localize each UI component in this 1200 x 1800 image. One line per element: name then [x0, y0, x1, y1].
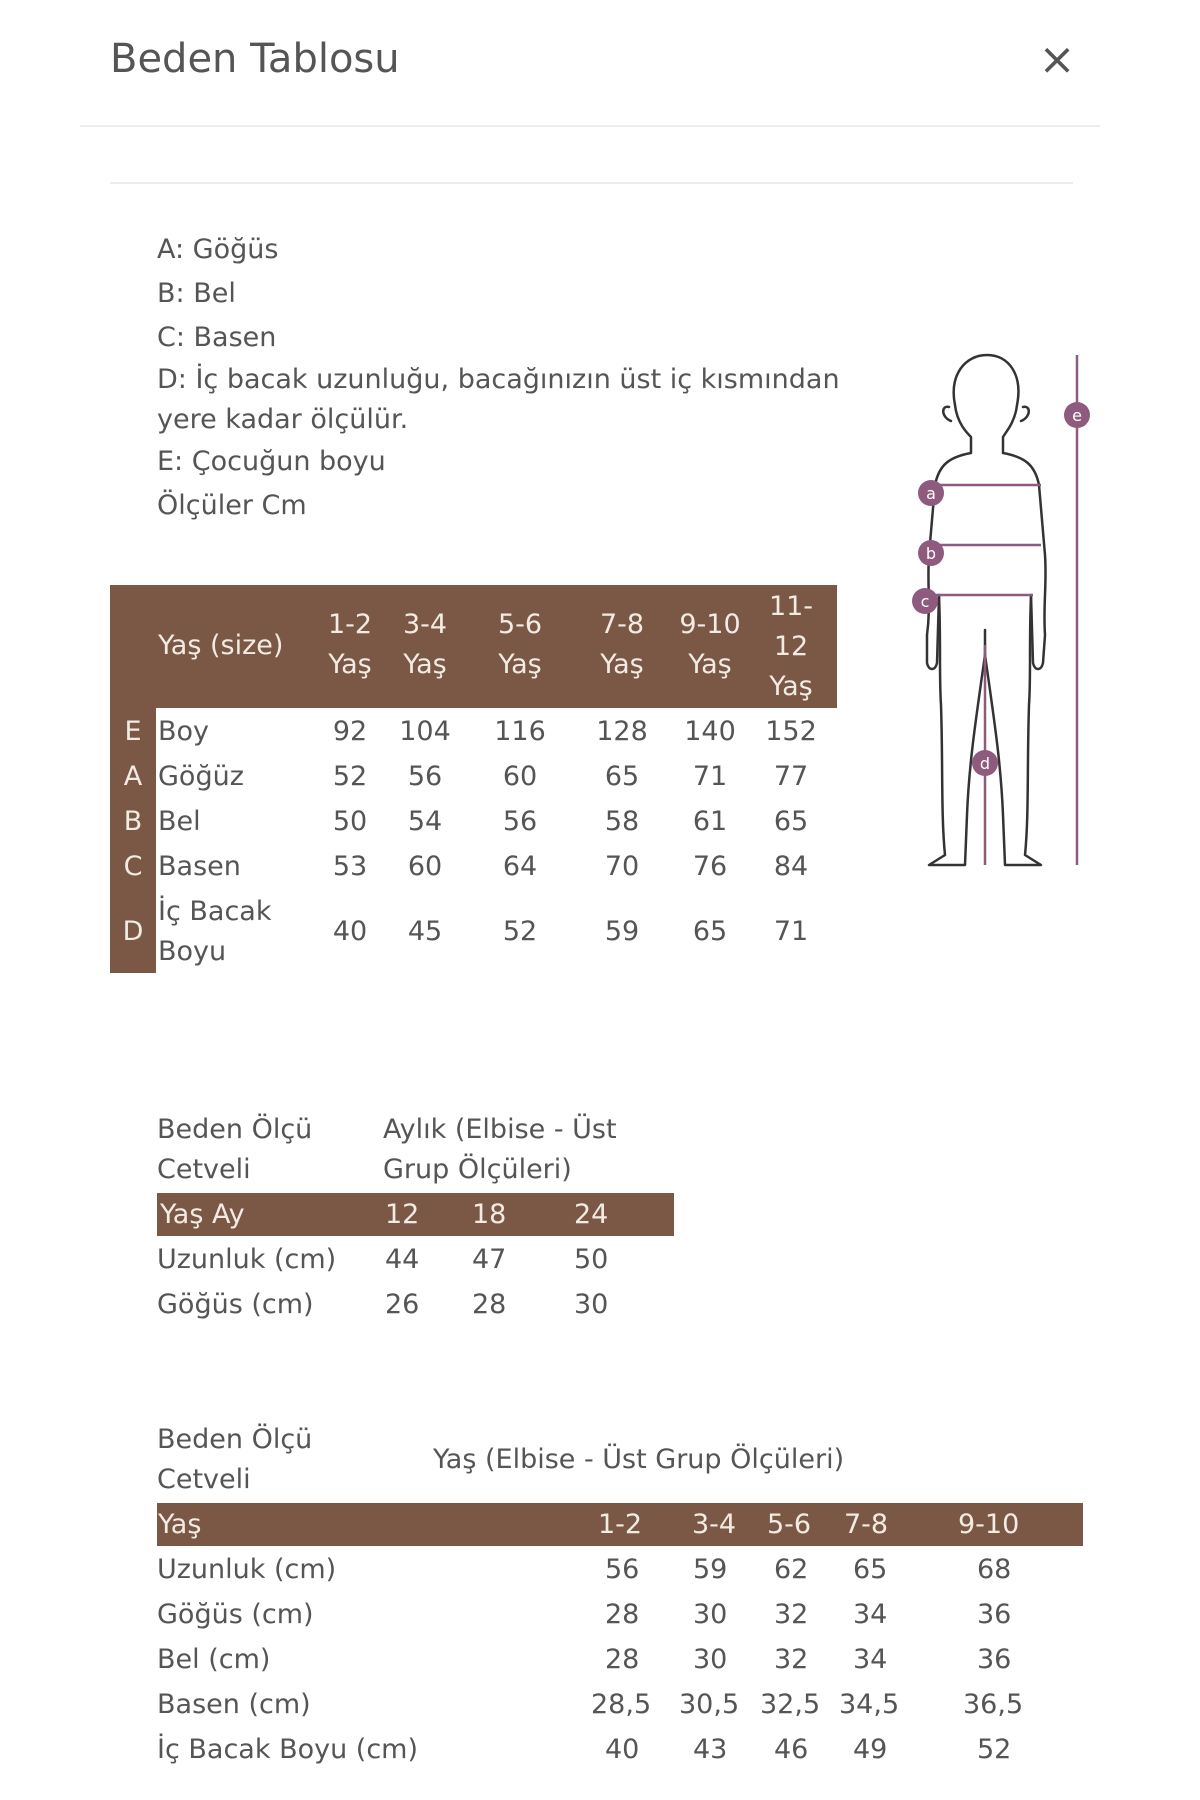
table3-header-cell: 3-4 [692, 1509, 737, 1540]
legend-units: Ölçüler Cm [157, 490, 307, 521]
table3-header-cell: 7-8 [844, 1509, 889, 1540]
legend-d [157, 360, 840, 440]
table3-row-label: İç Bacak Boyu (cm) [157, 1734, 418, 1765]
cell: 140 [684, 716, 736, 747]
table3-cell: 36 [977, 1599, 1012, 1630]
table2-cell: 28 [472, 1289, 507, 1320]
cell: 61 [692, 806, 728, 837]
table1-header-label: Yaş (size) [158, 630, 284, 661]
table3-cell: 43 [693, 1734, 728, 1765]
table3-cell: 32,5 [760, 1689, 821, 1720]
table2-row-label: Uzunluk (cm) [157, 1244, 337, 1275]
figure-marker-d: d [979, 754, 991, 773]
table2-header-cell: 12 [385, 1199, 420, 1230]
row-letter: A [123, 761, 143, 792]
size-table-age [110, 585, 837, 973]
table3-row-label: Uzunluk (cm) [157, 1554, 337, 1585]
cell: 52 [502, 916, 538, 947]
cell: 71 [692, 761, 728, 792]
table3-cell: 59 [693, 1554, 728, 1585]
table3-cell: 36 [977, 1644, 1012, 1675]
legend-b: B: Bel [157, 278, 236, 309]
cell: 54 [407, 806, 443, 837]
table3-row-label: Basen (cm) [157, 1689, 311, 1720]
table3-cell: 32 [774, 1599, 809, 1630]
body-measurement-figure [905, 345, 1105, 885]
table3-cell: 62 [774, 1554, 809, 1585]
table3-row-label: Göğüs (cm) [157, 1599, 314, 1630]
cell: 59 [604, 916, 640, 947]
cell: 52 [332, 761, 368, 792]
cell: 56 [407, 761, 443, 792]
cell: 116 [494, 716, 546, 747]
table2-header-label: Yaş Ay [160, 1199, 245, 1230]
cell: 40 [332, 916, 368, 947]
legend-e: E: Çocuğun boyu [157, 446, 386, 477]
table3-cell: 30 [693, 1644, 728, 1675]
row-letter: B [123, 806, 143, 837]
table3-cell: 40 [605, 1734, 640, 1765]
table3-cell: 30,5 [679, 1689, 740, 1720]
cell: 65 [604, 761, 640, 792]
table3-header-cell: 1-2 [598, 1509, 643, 1540]
table2-cell: 50 [574, 1244, 609, 1275]
cell: 56 [502, 806, 538, 837]
table2-row-label: Göğüs (cm) [157, 1289, 314, 1320]
cell: 77 [773, 761, 809, 792]
table1-col-header: 5-6 Yaş [497, 609, 543, 680]
cell: 76 [692, 851, 728, 882]
figure-marker-b: b [925, 544, 937, 563]
legend-a: A: Göğüs [157, 234, 279, 265]
cell: 60 [407, 851, 443, 882]
cell: 65 [692, 916, 728, 947]
table3-cell: 28,5 [591, 1689, 652, 1720]
table1-col-header: 3-4 Yaş [402, 609, 448, 680]
table1-col-header: 11- 12 Yaş [768, 591, 814, 702]
table1-col-header: 9-10 Yaş [679, 609, 741, 680]
row-letter: C [123, 851, 143, 882]
table1-col-header: 1-2 Yaş [327, 609, 373, 680]
modal-title: Beden Tablosu [110, 36, 400, 82]
table3-cell: 34 [853, 1644, 888, 1675]
table3-cell: 28 [605, 1599, 640, 1630]
cell: 92 [332, 716, 368, 747]
table2-cell: 47 [472, 1244, 507, 1275]
table2-header-cell: 18 [472, 1199, 507, 1230]
header-divider [80, 125, 1100, 127]
figure-marker-a: a [926, 484, 936, 503]
row-label: Basen [158, 851, 241, 882]
legend-d-line1: D: İç bacak uzunluğu, bacağınızın üst iç kısmından [157, 364, 840, 395]
table3-header-cell: 9-10 [958, 1509, 1020, 1540]
figure-marker-e: e [1072, 406, 1082, 425]
table3-caption-right: Yaş (Elbise - Üst Grup Ölçüleri) [433, 1444, 845, 1475]
table3-header-label: Yaş [158, 1509, 202, 1540]
table2-header-cell: 24 [574, 1199, 609, 1230]
measurement-legend [157, 228, 840, 528]
table3-cell: 30 [693, 1599, 728, 1630]
cell: 60 [502, 761, 538, 792]
legend-c: C: Basen [157, 322, 277, 353]
figure-marker-c: c [920, 592, 930, 611]
table3-cell: 65 [853, 1554, 888, 1585]
table3-cell: 28 [605, 1644, 640, 1675]
table3-cell: 56 [605, 1554, 640, 1585]
cell: 71 [773, 916, 809, 947]
cell: 45 [407, 916, 443, 947]
row-letter: D [122, 916, 144, 947]
table3-header-cell: 5-6 [767, 1509, 812, 1540]
cell: 70 [604, 851, 640, 882]
table3-cell: 34 [853, 1599, 888, 1630]
close-icon[interactable]: × [1038, 34, 1076, 85]
table3-cell: 36,5 [963, 1689, 1024, 1720]
table2-caption-right: Aylık (Elbise - Üst Grup Ölçüleri) [383, 1114, 617, 1185]
row-label: Boy [158, 716, 210, 747]
cell: 58 [604, 806, 640, 837]
legend-d-line2: yere kadar ölçülür. [157, 404, 409, 435]
table2-cell: 26 [385, 1289, 420, 1320]
cell: 65 [773, 806, 809, 837]
row-label: İç Bacak Boyu [158, 896, 272, 967]
table1-col-header: 7-8 Yaş [599, 609, 645, 680]
table2-cell: 44 [385, 1244, 420, 1275]
row-letter: E [124, 716, 142, 747]
table3-cell: 46 [774, 1734, 809, 1765]
content-divider [110, 182, 1073, 184]
table3-cell: 34,5 [839, 1689, 900, 1720]
table3-caption-left: Beden Ölçü Cetveli [157, 1424, 313, 1495]
cell: 152 [765, 716, 817, 747]
cell: 104 [399, 716, 451, 747]
table3-cell: 68 [977, 1554, 1012, 1585]
cell: 128 [596, 716, 648, 747]
cell: 64 [502, 851, 538, 882]
table3-cell: 49 [853, 1734, 888, 1765]
table3-row-label: Bel (cm) [157, 1644, 271, 1675]
cell: 50 [332, 806, 368, 837]
table2-cell: 30 [574, 1289, 609, 1320]
table3-cell: 52 [977, 1734, 1012, 1765]
table3-cell: 32 [774, 1644, 809, 1675]
table2-caption-left: Beden Ölçü Cetveli [157, 1114, 313, 1185]
cell: 84 [773, 851, 809, 882]
row-label: Bel [158, 806, 201, 837]
cell: 53 [332, 851, 368, 882]
row-label: Göğüz [158, 761, 244, 792]
